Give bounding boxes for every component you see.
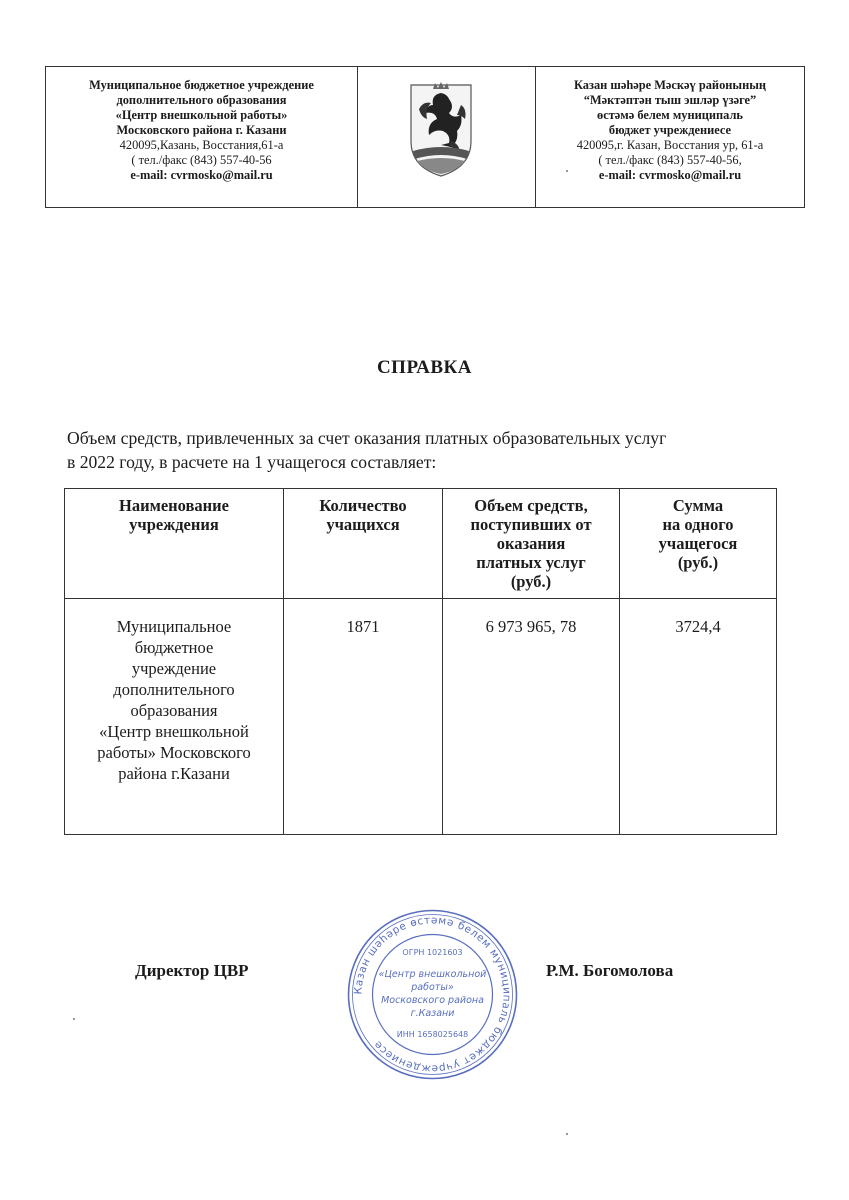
table-row [65,599,777,835]
funds-table [64,488,777,835]
org-phone: ( тел./факс (843) 557-40-56, [598,153,742,167]
cell-funds-volume: 6 973 965, 78 [443,599,620,835]
stamp-center-line: «Центр внешкольной [378,969,487,980]
kazan-coat-of-arms-icon [407,79,475,179]
org-name-line: “Мәктәптән тыш эшләр үзәге” [583,93,757,107]
org-name-line: «Центр внешкольной работы» [115,108,288,122]
stamp-center-line: г.Казани [410,1008,455,1019]
org-phone: ( тел./факс (843) 557-40-56 [131,153,272,167]
org-address: 420095,Казань, Восстания,61-а [119,138,284,152]
header-student-count: Количество учащихся [284,489,443,599]
intro-line: Объем средств, привлеченных за счет оказания платных образовательных услуг [67,428,667,448]
scan-speck [566,1133,568,1135]
org-name-line: бюджет учреждениесе [608,123,732,137]
stamp-outer-text: Казан шәһәре өстәмә белем муниципаль бюджет учреждениесе [352,914,513,1075]
cell-per-student: 3724,4 [620,599,777,835]
cell-institution-name: Муниципальное бюджетное учреждение дополнительного образования «Центр внешкольной работы» Московского района г.Казани [65,599,284,835]
document-title: СПРАВКА [376,357,473,378]
org-address: 420095,г. Казан, Восстания ур, 61-а [576,138,764,152]
org-name-line: өстәмә белем муниципаль [597,108,743,122]
table-header-row [65,489,777,599]
header-institution-name: Наименование учреждения [65,489,284,599]
cell-student-count: 1871 [284,599,443,835]
org-name-line: Муниципальное бюджетное учреждение [89,78,314,92]
letterhead [45,66,805,208]
letterhead-emblem-cell [358,67,536,207]
letterhead-tatar [536,67,804,207]
scan-speck [73,1018,75,1020]
stamp-center-line: работы» [411,982,454,993]
scan-speck [566,170,568,172]
org-email: e-mail: cvrmosko@mail.ru [130,168,273,182]
org-email: e-mail: cvrmosko@mail.ru [598,168,742,182]
letterhead-russian [46,67,358,207]
intro-paragraph [67,426,787,474]
intro-line: в 2022 году, в расчете на 1 учащегося составляет: [67,452,437,472]
signatory-position: Директор ЦВР [135,961,249,980]
org-name-line: Казан шәһәре Мәскәү районының [573,78,767,92]
stamp-inn: ИНН 1658025648 [396,1030,469,1039]
org-name-line: Московского района г. Казани [116,123,287,137]
stamp-center-line: Московского района [381,995,484,1006]
signatory-name: Р.М. Богомолова [546,961,674,980]
org-name-line: дополнительного образования [116,93,287,107]
stamp-ogrn: ОГРН 1021603 [402,948,463,957]
header-funds-volume: Объем средств, поступивших от оказания платных услуг (руб.) [443,489,620,599]
header-per-student: Сумма на одного учащегося (руб.) [620,489,777,599]
official-stamp [345,907,520,1082]
